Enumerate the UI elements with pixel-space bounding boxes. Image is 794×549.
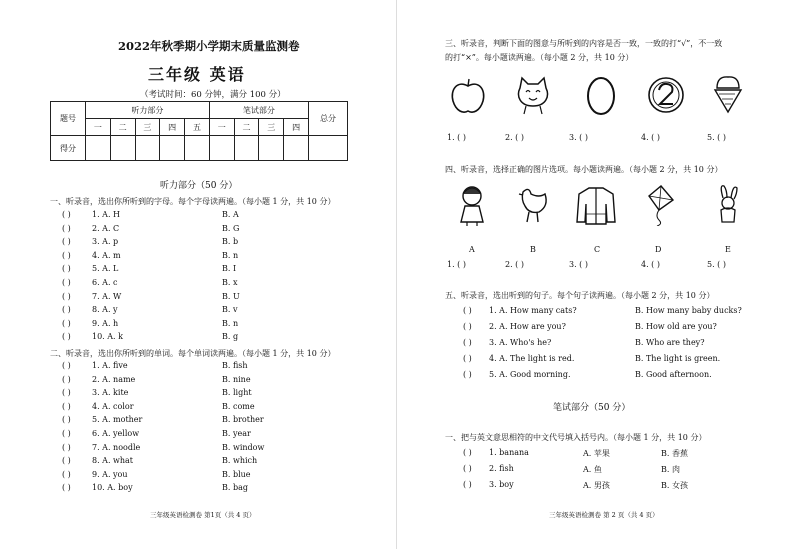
option-b: B. come: [222, 401, 255, 411]
answer-blank: ( ): [463, 322, 472, 331]
score-column-header: 二: [234, 119, 259, 136]
option-a: 2. A. C: [92, 223, 120, 233]
right-page: [397, 0, 794, 549]
answer-blank: ( ): [62, 210, 71, 219]
written-heading: 笔试部分（50 分）: [553, 403, 631, 413]
option-a: 8. A. y: [92, 305, 118, 315]
score-cell[interactable]: [160, 136, 185, 161]
option-a: A. 鱼: [583, 465, 602, 474]
option-a: 10. A. k: [92, 332, 123, 342]
subject-title: 三年级 英语: [148, 65, 246, 84]
score-cell[interactable]: [110, 136, 135, 161]
answer-blank: ( ): [463, 370, 472, 379]
score-column-header: 四: [160, 119, 185, 136]
answer-blank: ( ): [62, 332, 71, 342]
option-a: 8. A. what: [92, 456, 134, 466]
listening-part-label: 听力部分: [86, 102, 210, 119]
option-b: B. which: [222, 456, 258, 466]
option-a: 1. A. How many cats?: [489, 306, 577, 315]
option-b: B. n: [222, 318, 239, 328]
option-b: B. fish: [222, 361, 248, 370]
score-cell[interactable]: [185, 136, 210, 161]
answer-blank: ( ): [62, 456, 71, 466]
left-footer: 三年级英语检测卷 第1页（共 4 页）: [150, 511, 256, 519]
option-b: B. The light is green.: [635, 354, 721, 363]
chicken-picture: [511, 184, 553, 226]
answer-blank: ( ): [62, 374, 71, 384]
option-b: B. bag: [222, 483, 248, 493]
q3-answer-blank: 4. ( ): [641, 133, 660, 142]
option-b: B. b: [222, 237, 239, 247]
option-a: 7. A. noodle: [92, 442, 141, 452]
q4-option-letter: C: [594, 245, 601, 254]
listening-heading: 听力部分（50 分）: [160, 181, 238, 191]
answer-blank: ( ): [463, 464, 472, 473]
q3-heading-line1: 三、听录音，判断下面的图意与所听到的内容是否一致，一致的打“√”，不一致: [445, 39, 723, 48]
score-cell[interactable]: [86, 136, 111, 161]
q5-heading: 五、听录音，选出听到的句子。每个句子读两遍。（每小题 2 分，共 10 分）: [445, 291, 715, 300]
option-b: B. How many baby ducks?: [635, 306, 742, 315]
q4-answer-blank: 4. ( ): [641, 260, 660, 269]
answer-blank: ( ): [463, 306, 472, 315]
q3-answer-blank: 1. ( ): [447, 133, 466, 142]
option-a: 4. A. m: [92, 250, 121, 260]
option-b: B. window: [222, 442, 265, 452]
option-a: 5. A. L: [92, 264, 119, 274]
q3-heading-line2: 的打“×”。每小题读两遍。（每小题 2 分，共 10 分）: [445, 53, 634, 62]
option-a: 3. A. kite: [92, 388, 129, 398]
score-column-header: 一: [86, 119, 111, 136]
option-a: 2. A. name: [92, 374, 136, 384]
answer-blank: ( ): [463, 480, 472, 489]
answer-blank: ( ): [62, 223, 71, 233]
answer-blank: ( ): [62, 415, 71, 425]
w1-heading: 一、把与英文意思相符的中文代号填入括号内。（每小题 1 分，共 10 分）: [445, 433, 707, 442]
q4-answer-blank: 2. ( ): [505, 260, 524, 269]
q3-answer-blank: 3. ( ): [569, 133, 588, 142]
egg-picture: [580, 74, 622, 116]
q3-answer-blank: 2. ( ): [505, 133, 524, 142]
answer-blank: ( ): [62, 291, 71, 301]
score-columns-row: [51, 119, 348, 136]
option-a: 9. A. h: [92, 318, 119, 328]
number-two-picture: [645, 74, 687, 116]
option-b: B. 女孩: [661, 481, 688, 490]
answer-blank: ( ): [62, 305, 71, 315]
written-part-label: 笔试部分: [209, 102, 308, 119]
answer-blank: ( ): [62, 483, 71, 493]
score-column-header: 三: [259, 119, 284, 136]
answer-blank: ( ): [62, 469, 71, 479]
score-column-header: 三: [135, 119, 160, 136]
answer-blank: ( ): [62, 361, 71, 370]
option-b: B. nine: [222, 374, 251, 384]
option-a: 3. A. Who's he?: [489, 338, 552, 347]
girl-picture: [451, 184, 493, 226]
q4-heading: 四、听录音，选择正确的图片选项。每小题读两遍。（每小题 2 分，共 10 分）: [445, 165, 723, 174]
option-a: 6. A. c: [92, 278, 118, 287]
answer-blank: ( ): [463, 448, 472, 457]
option-a: 4. A. The light is red.: [489, 354, 575, 363]
answer-blank: ( ): [62, 250, 71, 260]
right-footer: 三年级英语检测卷 第 2 页（共 4 页）: [549, 511, 659, 519]
option-a: 7. A. W: [92, 291, 122, 301]
score-column-header: 五: [185, 119, 210, 136]
option-b: B. year: [222, 429, 251, 438]
q4-option-letter: D: [655, 245, 662, 254]
answer-blank: ( ): [62, 264, 71, 274]
option-b: B. g: [222, 332, 239, 342]
score-cell[interactable]: [309, 136, 348, 161]
answer-blank: ( ): [463, 338, 472, 347]
option-b: B. 肉: [661, 465, 680, 474]
option-b: B. x: [222, 278, 238, 287]
option-b: B. n: [222, 250, 239, 260]
score-label: 得分: [51, 136, 86, 161]
option-b: B. blue: [222, 469, 251, 479]
option-b: B. How old are you?: [635, 322, 717, 331]
ice-cream-picture: [707, 72, 749, 114]
rabbit-picture: [707, 184, 749, 226]
q4-option-letter: A: [469, 245, 475, 254]
q4-answer-blank: 5. ( ): [707, 260, 726, 269]
option-a: 2. A. How are you?: [489, 322, 566, 331]
kite-picture: [637, 184, 679, 226]
exam-title: 2022年秋季期小学期末质量监测卷: [118, 39, 300, 53]
score-cell[interactable]: [209, 136, 234, 161]
question-number-label: 题号: [51, 102, 86, 136]
option-a: A. 男孩: [583, 481, 610, 490]
answer-blank: ( ): [463, 354, 472, 363]
q2-heading: 二、听录音，选出你所听到的单词。每个单词读两遍。（每小题 1 分，共 10 分）: [50, 349, 336, 358]
score-column-header: 四: [284, 119, 309, 136]
option-b: B. U: [222, 291, 240, 301]
answer-blank: ( ): [62, 388, 71, 398]
option-b: B. I: [222, 264, 237, 274]
score-cell[interactable]: [135, 136, 160, 161]
score-cell[interactable]: [284, 136, 309, 161]
option-b: B. brother: [222, 415, 264, 425]
score-row: [51, 136, 348, 161]
score-table: [50, 101, 348, 161]
score-column-header: 二: [110, 119, 135, 136]
option-b: B. A: [222, 210, 239, 219]
answer-blank: ( ): [62, 237, 71, 247]
option-b: B. light: [222, 388, 252, 398]
q4-option-letter: E: [725, 245, 731, 254]
cat-picture: [512, 74, 554, 116]
score-cell[interactable]: [234, 136, 259, 161]
answer-blank: ( ): [62, 278, 71, 287]
q4-option-letter: B: [530, 245, 536, 254]
q3-answer-blank: 5. ( ): [707, 133, 726, 142]
option-a: 5. A. Good morning.: [489, 370, 571, 379]
q4-answer-blank: 3. ( ): [569, 260, 588, 269]
q1-heading: 一、听录音，选出你所听到的字母。每个字母读两遍。（每小题 1 分，共 10 分）: [50, 197, 336, 206]
option-a: 1. A. H: [92, 210, 121, 219]
option-b: B. Good afternoon.: [635, 370, 712, 379]
answer-blank: ( ): [62, 429, 71, 438]
option-a: 3. A. p: [92, 237, 119, 247]
option-a: 4. A. color: [92, 401, 134, 411]
option-a: 1. A. five: [92, 361, 128, 370]
score-column-header: 一: [209, 119, 234, 136]
q4-answer-blank: 1. ( ): [447, 260, 466, 269]
total-label: 总分: [309, 102, 348, 136]
answer-blank: ( ): [62, 318, 71, 328]
option-a: 6. A. yellow: [92, 429, 140, 438]
answer-blank: ( ): [62, 401, 71, 411]
option-a: 9. A. you: [92, 469, 128, 479]
option-a: A. 苹果: [583, 449, 610, 458]
option-a: 10. A. boy: [92, 483, 133, 493]
apple-picture: [447, 74, 489, 116]
english-word: 3. boy: [489, 480, 514, 489]
option-b: B. 香蕉: [661, 449, 688, 458]
option-b: B. G: [222, 223, 240, 233]
english-word: 1. banana: [489, 448, 529, 457]
jacket-picture: [575, 184, 617, 226]
option-b: B. v: [222, 305, 238, 315]
time-note: （考试时间：60 分钟，满分 100 分）: [140, 90, 286, 100]
english-word: 2. fish: [489, 464, 514, 473]
score-cell[interactable]: [259, 136, 284, 161]
option-a: 5. A. mother: [92, 415, 143, 425]
answer-blank: ( ): [62, 442, 71, 452]
option-b: B. Who are they?: [635, 338, 705, 347]
